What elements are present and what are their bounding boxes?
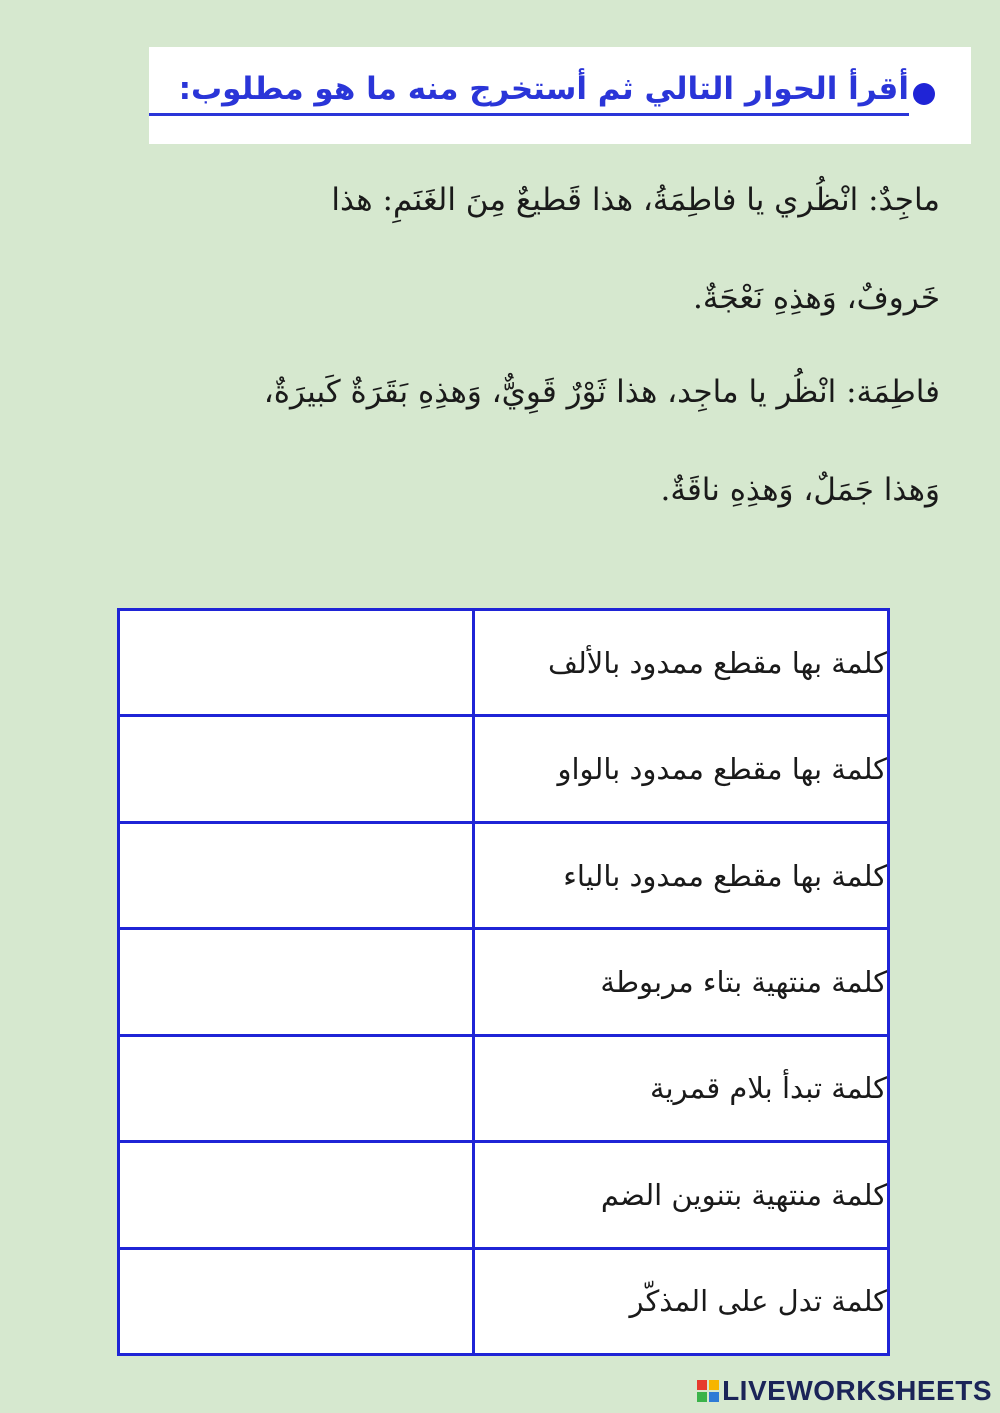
dialogue-line: فاطِمَة: انْظُر يا ماجِد، هذا ثَوْرٌ قَوِيٌّ، وَهذِهِ بَقَرَةٌ كَبيرَةٌ، xyxy=(263,374,940,410)
answer-cell[interactable] xyxy=(119,1248,474,1354)
instruction-box xyxy=(149,47,971,144)
logo-square xyxy=(709,1380,719,1390)
answer-cell[interactable] xyxy=(119,822,474,928)
dialogue-line: خَروفٌ، وَهذِهِ نَعْجَةٌ. xyxy=(693,280,940,316)
bullet-icon xyxy=(913,83,935,105)
prompt-cell: كلمة تدل على المذكّر xyxy=(474,1248,889,1354)
logo-square xyxy=(709,1392,719,1402)
prompt-cell: كلمة تبدأ بلام قمرية xyxy=(474,1035,889,1141)
table-row xyxy=(119,822,889,928)
answer-cell[interactable] xyxy=(119,1035,474,1141)
table-row xyxy=(119,1035,889,1141)
logo-square xyxy=(697,1380,707,1390)
dialogue-line: ماجِدٌ: انْظُري يا فاطِمَةُ، هذا قَطيعٌ مِنَ الغَنَمِ: هذا xyxy=(331,182,940,218)
answer-cell[interactable] xyxy=(119,716,474,822)
answer-cell[interactable] xyxy=(119,1142,474,1248)
logo-square xyxy=(697,1392,707,1402)
answer-cell[interactable] xyxy=(119,610,474,716)
prompt-cell: كلمة بها مقطع ممدود بالواو xyxy=(474,716,889,822)
table-row xyxy=(119,716,889,822)
table-row xyxy=(119,610,889,716)
dialogue-line: وَهذا جَمَلٌ، وَهذِهِ ناقَةٌ. xyxy=(660,472,940,508)
prompt-cell: كلمة بها مقطع ممدود بالياء xyxy=(474,822,889,928)
table-row xyxy=(119,1248,889,1354)
title-underline xyxy=(149,113,909,116)
prompt-cell: كلمة بها مقطع ممدود بالألف xyxy=(474,610,889,716)
prompt-cell: كلمة منتهية بتاء مربوطة xyxy=(474,929,889,1035)
liveworksheets-watermark xyxy=(697,1375,992,1407)
table-row xyxy=(119,1142,889,1248)
answer-cell[interactable] xyxy=(119,929,474,1035)
watermark-text: LIVEWORKSHEETS xyxy=(722,1375,992,1406)
instruction-title: أقرأ الحوار التالي ثم أستخرج منه ما هو مطلوب: xyxy=(178,71,909,107)
prompt-cell: كلمة منتهية بتنوين الضم xyxy=(474,1142,889,1248)
table-row xyxy=(119,929,889,1035)
liveworksheets-logo-icon xyxy=(697,1380,719,1402)
exercise-table xyxy=(117,608,890,1356)
